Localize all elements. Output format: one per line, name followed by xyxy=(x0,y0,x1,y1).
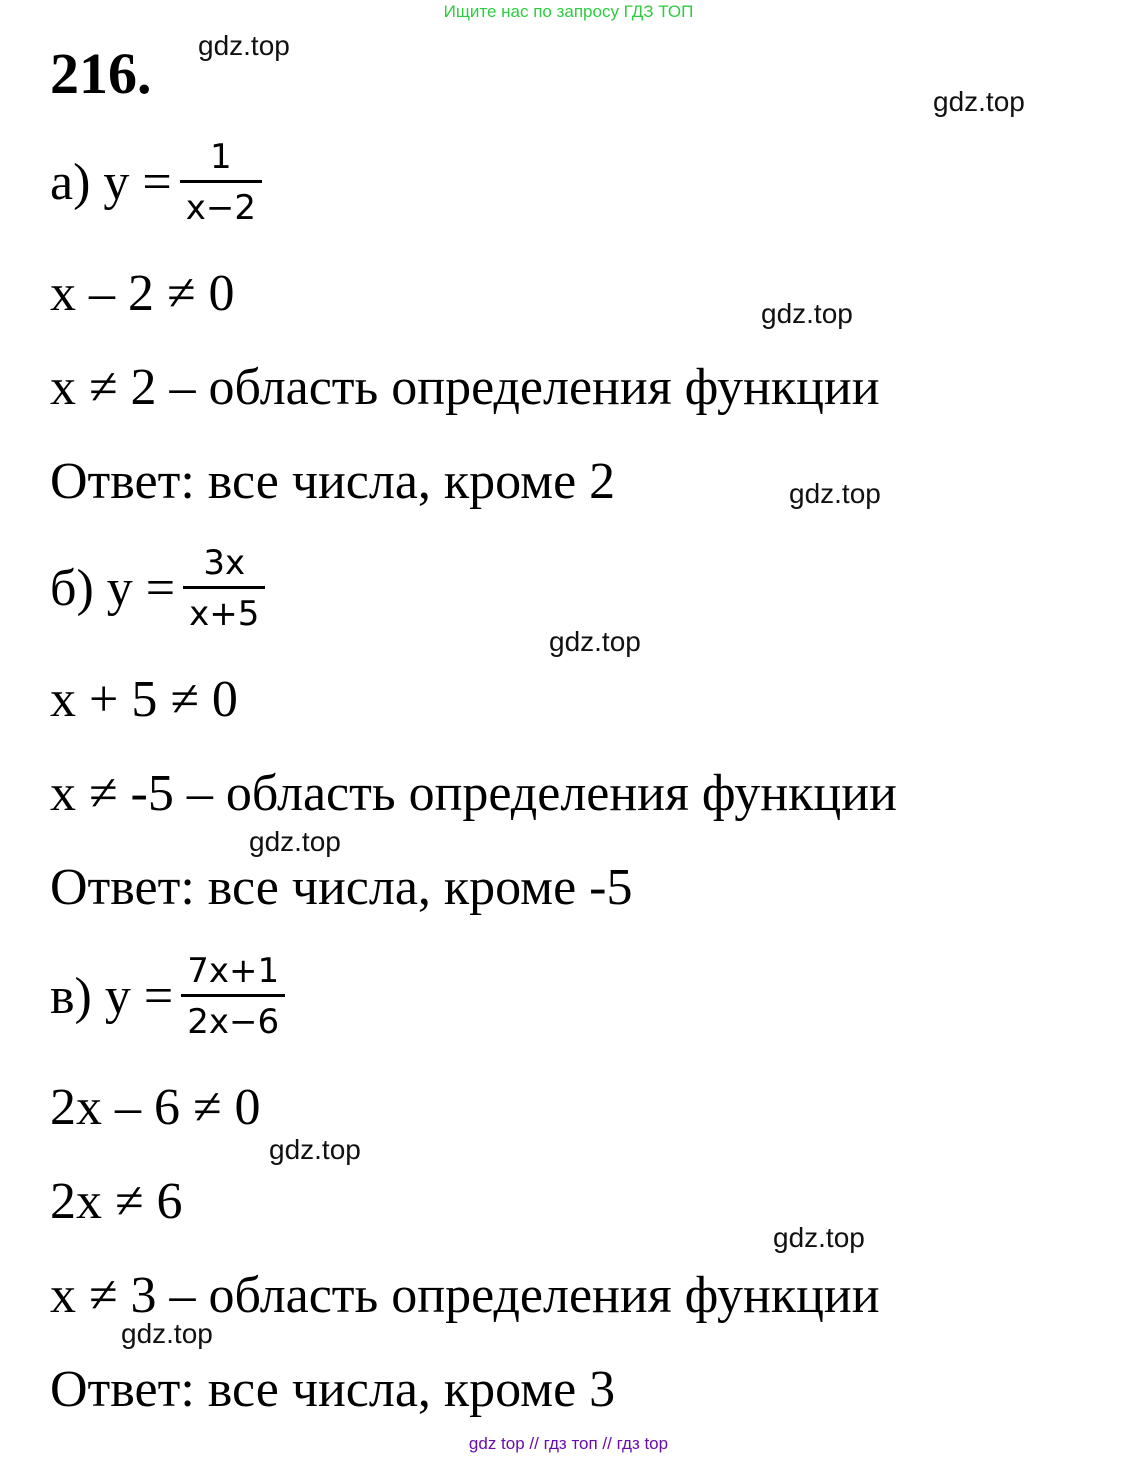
part-b-label: б) y = xyxy=(50,559,176,617)
part-c-step1: 2x – 6 ≠ 0 xyxy=(50,1079,261,1136)
part-a-denominator: x−2 xyxy=(185,188,256,228)
watermark: gdz.top xyxy=(249,826,341,857)
part-c-answer: Ответ: все числа, кроме 3 xyxy=(50,1361,616,1418)
part-b-denominator: x+5 xyxy=(189,594,260,634)
part-b-step2: x ≠ -5 – область определения функции xyxy=(50,765,897,822)
watermark: gdz.top xyxy=(121,1318,213,1349)
part-a-fraction xyxy=(180,137,262,228)
part-c-fraction xyxy=(181,951,285,1042)
part-b-step1: x + 5 ≠ 0 xyxy=(50,671,238,728)
part-c-label: в) y = xyxy=(50,967,174,1025)
part-c-equation xyxy=(50,951,285,1042)
top-banner: Ищите нас по запросу ГДЗ ТОП xyxy=(443,2,694,21)
part-a-step2: x ≠ 2 – область определения функции xyxy=(50,359,880,416)
watermark: gdz.top xyxy=(549,626,641,657)
watermark: gdz.top xyxy=(933,86,1025,117)
part-c-numerator: 7x+1 xyxy=(187,951,280,991)
watermark: gdz.top xyxy=(773,1222,865,1253)
part-b-equation xyxy=(50,543,265,634)
part-c-step3: x ≠ 3 – область определения функции xyxy=(50,1267,880,1324)
footer-links: gdz top // гдз топ // гдз top xyxy=(468,1434,669,1453)
watermark: gdz.top xyxy=(198,30,290,61)
part-c-step2: 2x ≠ 6 xyxy=(50,1173,183,1230)
part-c-denominator: 2x−6 xyxy=(187,1002,280,1042)
watermark: gdz.top xyxy=(761,298,853,329)
part-a-answer: Ответ: все числа, кроме 2 xyxy=(50,453,616,510)
watermark: gdz.top xyxy=(269,1134,361,1165)
part-b-answer: Ответ: все числа, кроме -5 xyxy=(50,859,633,916)
part-a-label: а) y = xyxy=(50,153,172,211)
watermark: gdz.top xyxy=(789,478,881,509)
part-a-numerator: 1 xyxy=(210,137,232,177)
part-a-step1: x – 2 ≠ 0 xyxy=(50,265,235,322)
problem-number: 216. xyxy=(50,41,152,106)
part-b-numerator: 3x xyxy=(203,543,246,583)
part-a-equation xyxy=(50,137,262,228)
part-b-fraction xyxy=(183,543,265,634)
